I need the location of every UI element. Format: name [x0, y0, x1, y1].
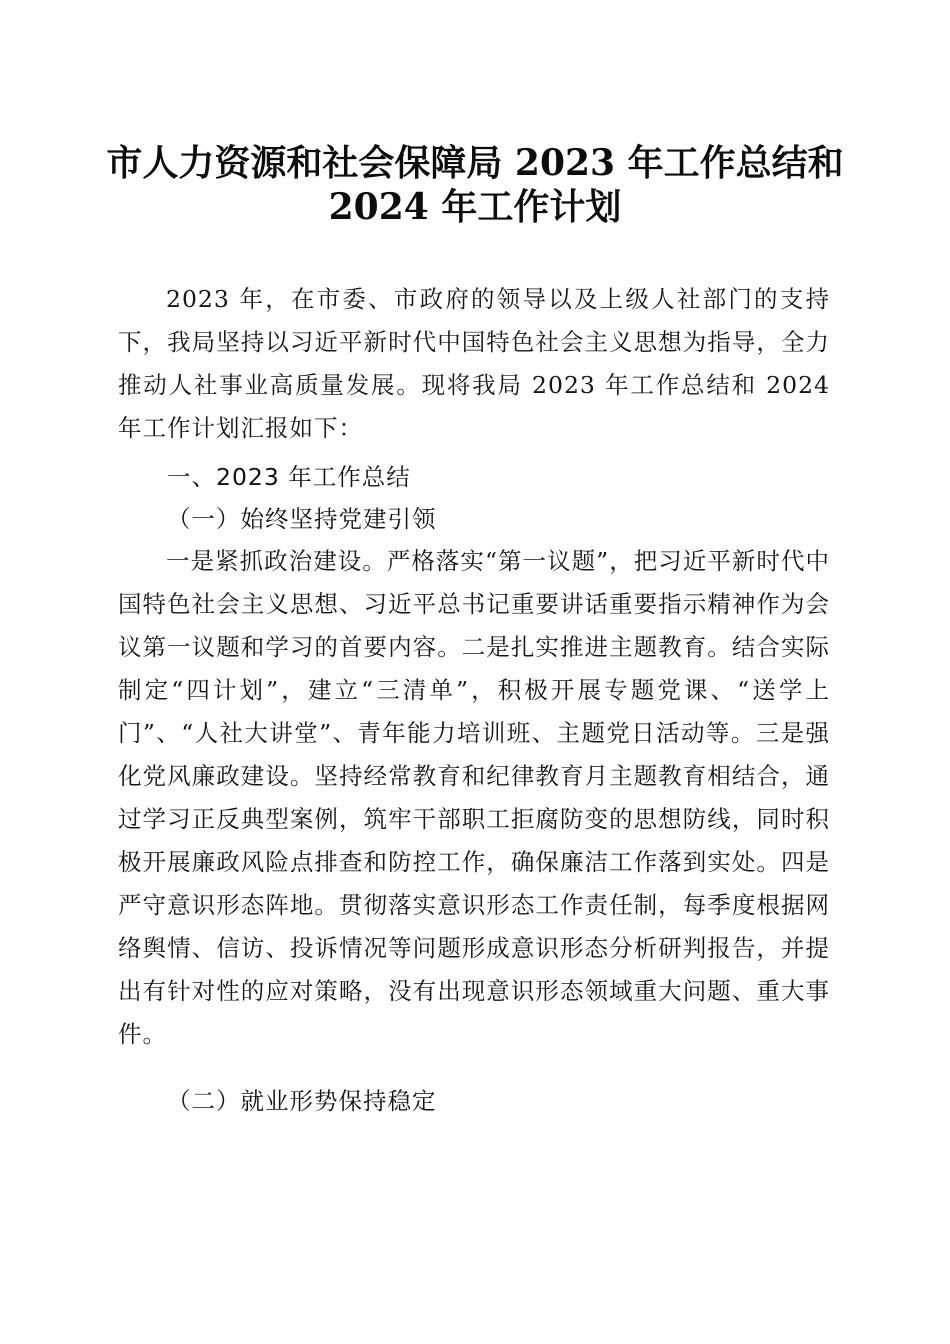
section-heading-1: 一、2023 年工作总结: [167, 463, 411, 491]
subsection-heading-2: （二）就业形势保持稳定: [167, 1087, 437, 1115]
intro-paragraph: 2023 年，在市委、市政府的领导以及上级人社部门的支持下，我局坚持以习近平新时代中国特色社会主义思想为指导，全力推动人社事业高质量发展。现将我局 2023 年工作总结和 2024 年工作计划汇报如下：: [118, 285, 830, 442]
subsection-1-paragraph: 一是紧抓政治建设。严格落实“第一议题”，把习近平新时代中国特色社会主义思想、习近平总书记重要讲话重要指示精神作为会议第一议题和学习的首要内容。二是扎实推进主题教育。结合实际制定“四计划”，建立“三清单”，积极开展专题党课、“送学上门”、“人社大讲堂”、青年能力培训班、主题党日活动等。三是强化党风廉政建设。坚持经常教育和纪律教育月主题教育相结合，通过学习正反典型案例，筑牢干部职工拒腐防变的思想防线，同时积极开展廉政风险点排查和防控工作，确保廉洁工作落到实处。四是严守意识形态阵地。贯彻落实意识形态工作责任制，每季度根据网络舆情、信访、投诉情况等问题形成意识形态分析研判报告，并提出有针对性的应对策略，没有出现意识形态领域重大问题、重大事件。: [118, 547, 830, 1048]
document-title-line-2: 2024 年工作计划: [328, 186, 622, 228]
subsection-heading-1: （一）始终坚持党建引领: [167, 505, 437, 533]
document-title-line-1: 市人力资源和社会保障局 2023 年工作总结和: [106, 142, 844, 184]
